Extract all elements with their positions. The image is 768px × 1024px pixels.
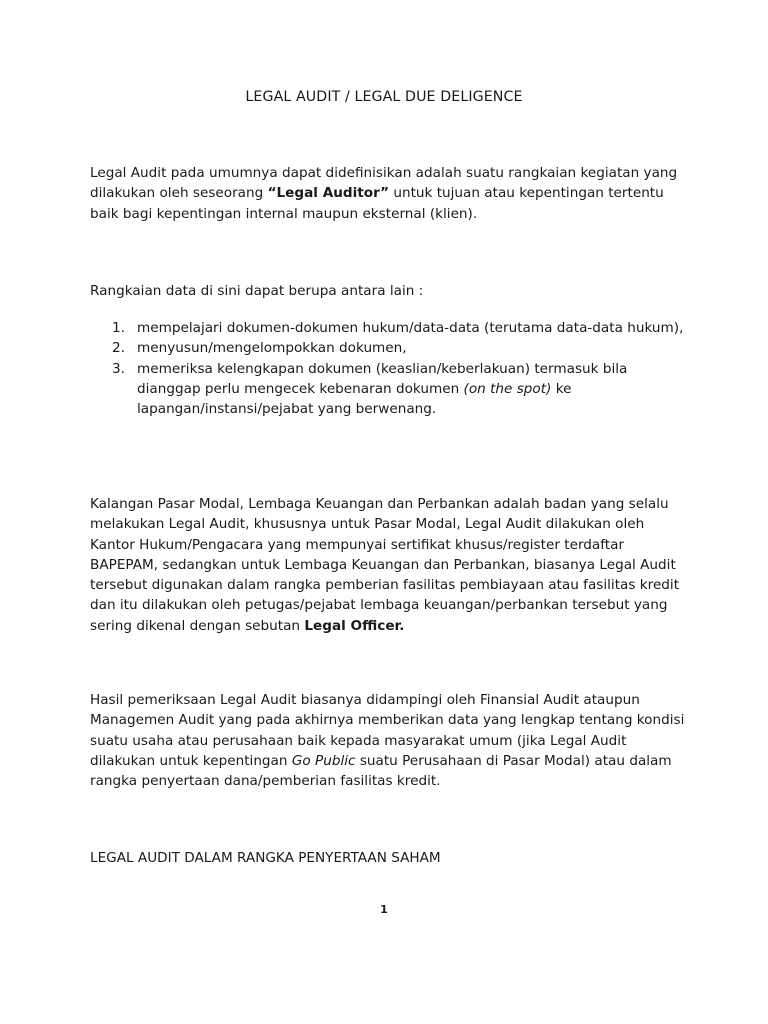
list-item-text: mempelajari dokumen-dokumen hukum/data-data (terutama data-data hukum), [137,320,684,336]
paragraph-capital-market-text: Kalangan Pasar Modal, Lembaga Keuangan dan Perbankan adalah badan yang selalu melakukan Legal Audit, khususnya untuk Pasar Modal, Legal Audit dilakukan oleh Kantor Hukum/Pengacara yang mempunyai sertifikat khusus/register terdaftar BAPEPAM, sedangkan untuk Lembaga Keuangan dan Perbankan, biasanya Legal Audit tersebut digunakan dalam rangka pemberian fasilitas pembiayaan atau fasilitas kredit dan itu dilakukan oleh petugas/pejabat lembaga keuangan/perbankan tersebut yang sering dikenal dengan sebutan [90,496,680,634]
list-item-number: 1. [112,320,125,336]
paragraph-capital-market [90,494,690,636]
list-item [90,338,690,358]
paragraph-definition-text-end: untuk tujuan atau kepentingan tertentu baik bagi kepentingan internal maupun eksternal (klien). [90,185,664,222]
paragraph-audit-result [90,690,690,791]
list-item-number: 3. [112,360,125,377]
list-item [90,318,690,338]
paragraph-definition [90,163,690,224]
paragraph-audit-result-text-end: suatu Perusahaan di Pasar Modal) atau dalam rangka penyertaan dana/pemberian fasilitas kredit. [90,752,672,790]
legal-auditor-term: “Legal Auditor” [267,185,390,202]
paragraph-definition-text: Legal Audit pada umumnya dapat didefinisikan adalah suatu rangkaian kegiatan yang dilakukan oleh seseorang [90,165,678,202]
list-item-text [137,361,627,418]
list-item-text-start: memeriksa kelengkapan dokumen (keaslian/keberlakuan) termasuk bila dianggap perlu mengecek kebenaran dokumen [137,360,628,397]
paragraph-audit-result-text: Hasil pemeriksaan Legal Audit biasanya didampingi oleh Finansial Audit ataupun Managemen Audit yang pada akhirnya memberikan data yang lengkap tentang kondisi suatu usaha atau perusahaan baik kepada masyarakat umum (jika Legal Audit dilakukan untuk kepentingan [90,692,685,769]
list-item [90,359,690,420]
on-the-spot-term: (on the spot) [463,380,552,397]
list-item-text-end: ke lapangan/instansi/pejabat yang berwenang. [137,380,572,418]
go-public-term: Go Public [291,752,356,769]
section-heading: LEGAL AUDIT DALAM RANGKA PENYERTAAN SAHAM [90,850,441,866]
document-title: LEGAL AUDIT / LEGAL DUE DELIGENCE [245,89,523,105]
paragraph-intro-list: Rangkaian data di sini dapat berupa antara lain : [90,283,424,299]
list-item-text: menyusun/mengelompokkan dokumen, [137,340,407,357]
legal-officer-term: Legal Officer. [304,617,405,634]
numbered-list [90,318,690,419]
list-item-number: 2. [112,340,125,357]
page-number: 1 [380,903,388,916]
